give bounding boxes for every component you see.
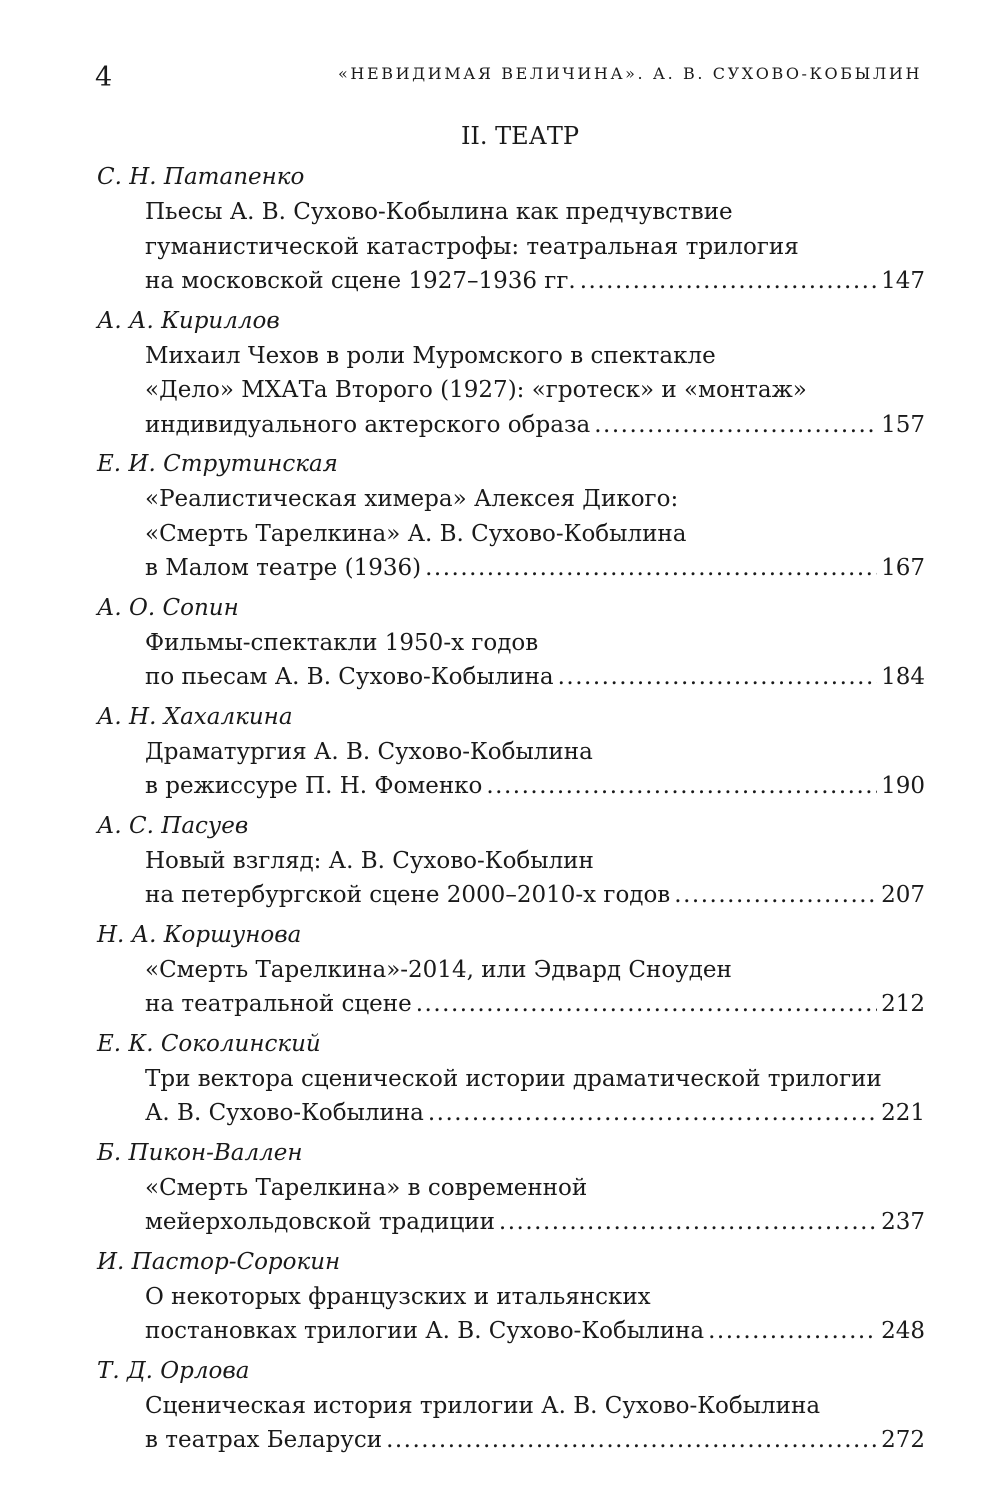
toc-entry-title-line: в Малом театре (1936) xyxy=(145,555,422,581)
toc-entry-title-line: индивидуального актерского образа xyxy=(145,411,591,438)
toc-entry-author: Т. Д. Орлова xyxy=(97,1357,250,1384)
toc-entry xyxy=(97,918,925,1022)
toc-entry-last-line xyxy=(97,660,925,695)
toc-entry-title-line: Сценическая история трилогии А. В. Сухово-Кобылина xyxy=(145,1392,821,1419)
toc-entry-title-line: «Смерть Тарелкина» А. В. Сухово-Кобылина xyxy=(145,520,687,547)
dot-leader xyxy=(428,1096,877,1131)
dot-leader xyxy=(386,1423,877,1458)
toc-entry xyxy=(97,1245,925,1349)
toc-entry-title-line: по пьесам А. В. Сухово-Кобылина xyxy=(145,664,554,690)
toc-entry xyxy=(97,160,925,299)
toc-entry-author: А. А. Кириллов xyxy=(97,307,280,334)
toc-entry-page-number: 184 xyxy=(881,664,925,690)
toc-entry-page-number: 248 xyxy=(881,1318,925,1344)
toc-entry-author: А. Н. Хахалкина xyxy=(97,703,293,730)
toc-entry-title-line: «Смерть Тарелкина»-2014, или Эдвард Сноуден xyxy=(145,956,732,983)
dot-leader xyxy=(708,1314,877,1349)
toc-entry-title-line: в режиссуре П. Н. Фоменко xyxy=(145,773,483,799)
toc-entry-author: А. С. Пасуев xyxy=(97,812,249,839)
toc-entry-author: Е. И. Струтинская xyxy=(97,451,338,477)
section-title: II. ТЕАТР xyxy=(460,122,580,150)
toc-entry-last-line xyxy=(97,769,925,804)
toc-entry-last-line xyxy=(97,1423,925,1458)
toc-entry-title-line: А. В. Сухово-Кобылина xyxy=(145,1100,424,1126)
toc-entry xyxy=(97,591,925,695)
toc-entry-title-line: Новый взгляд: А. В. Сухово-Кобылин xyxy=(145,847,594,874)
toc-entry-last-line xyxy=(97,264,925,299)
dot-leader xyxy=(425,551,877,586)
toc-entry xyxy=(97,809,925,913)
toc-entry xyxy=(97,447,925,586)
dot-leader xyxy=(674,878,877,913)
toc-entry-title-line: на петербургской сцене 2000–2010-х годов xyxy=(145,882,671,908)
toc-entry-title-line: постановках трилогии А. В. Сухово-Кобылина xyxy=(145,1318,705,1344)
toc-entry-title-line: «Дело» МХАТа Второго (1927): «гротеск» и «монтаж» xyxy=(145,377,807,403)
toc-entry-title-line: гуманистической катастрофы: театральная трилогия xyxy=(145,233,799,260)
page-number: 4 xyxy=(95,62,113,93)
toc-entry xyxy=(97,1027,925,1131)
toc-entry-page-number: 167 xyxy=(881,555,925,581)
toc-entry-author: А. О. Сопин xyxy=(97,594,239,621)
toc-entry-last-line xyxy=(97,1205,925,1240)
toc-entry-page-number: 147 xyxy=(881,268,925,294)
toc-entry-page-number: 237 xyxy=(881,1209,925,1235)
toc-entry-author: Е. К. Соколинский xyxy=(97,1030,321,1057)
dot-leader xyxy=(594,408,877,443)
running-header: «НЕВИДИМАЯ ВЕЛИЧИНА». А. В. СУХОВО-КОБЫЛИН xyxy=(338,64,922,83)
toc-entry-title-line: «Реалистическая химера» Алексея Дикого: xyxy=(145,486,679,512)
toc-entry-last-line xyxy=(97,551,925,586)
toc-entry-title-line: Фильмы-спектакли 1950-х годов xyxy=(145,629,539,656)
toc-entry xyxy=(97,700,925,804)
toc-entry-page-number: 212 xyxy=(881,991,925,1017)
toc-entry-title-line: мейерхольдовской традиции xyxy=(145,1209,495,1235)
toc-entry-title-line: на театральной сцене xyxy=(145,991,412,1017)
toc-entry-page-number: 157 xyxy=(881,411,925,438)
toc-entry-author: И. Пастор-Сорокин xyxy=(97,1248,341,1275)
toc-entry-title-line: Драматургия А. В. Сухово-Кобылина xyxy=(145,738,593,765)
toc-entry-page-number: 221 xyxy=(881,1100,925,1126)
toc-entry-last-line xyxy=(97,987,925,1022)
toc-entry-last-line xyxy=(97,408,925,443)
toc-entry-title-line: в театрах Беларуси xyxy=(145,1427,383,1453)
table-of-contents xyxy=(97,160,925,1463)
toc-entry-author: С. Н. Патапенко xyxy=(97,164,305,190)
toc-entry xyxy=(97,304,925,443)
toc-entry xyxy=(97,1354,925,1458)
toc-entry-title-line: Пьесы А. В. Сухово-Кобылина как предчувствие xyxy=(145,199,733,225)
toc-entry-last-line xyxy=(97,1096,925,1131)
dot-leader xyxy=(416,987,877,1022)
dot-leader xyxy=(558,660,877,695)
toc-entry-title-line: О некоторых французских и итальянских xyxy=(145,1283,651,1310)
toc-entry-title-line: на московской сцене 1927–1936 гг. xyxy=(145,268,576,294)
toc-entry-author: Н. А. Коршунова xyxy=(97,921,302,948)
dot-leader xyxy=(499,1205,877,1240)
dot-leader xyxy=(580,264,877,299)
toc-entry-last-line xyxy=(97,878,925,913)
toc-entry-title-line: «Смерть Тарелкина» в современной xyxy=(145,1174,588,1201)
toc-entry-page-number: 272 xyxy=(881,1427,925,1453)
dot-leader xyxy=(486,769,877,804)
toc-entry-page-number: 190 xyxy=(881,773,925,799)
toc-entry-title-line: Три вектора сценической истории драматической трилогии xyxy=(145,1065,882,1092)
toc-entry-page-number: 207 xyxy=(881,882,925,908)
toc-entry-last-line xyxy=(97,1314,925,1349)
toc-entry-title-line: Михаил Чехов в роли Муромского в спектакле xyxy=(145,342,716,369)
toc-entry-author: Б. Пикон-Валлен xyxy=(97,1139,303,1166)
toc-entry xyxy=(97,1136,925,1240)
